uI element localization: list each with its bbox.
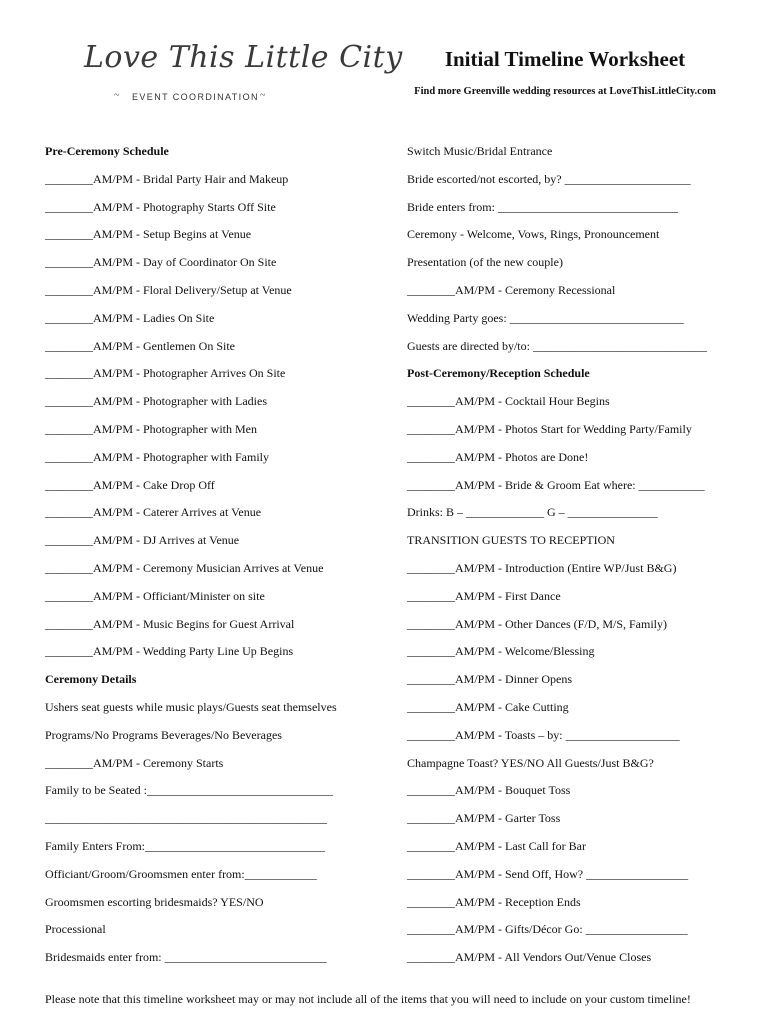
left-item: Processional <box>45 922 106 937</box>
left-item: Family to be Seated :_______________________________ <box>45 783 333 798</box>
right-item: TRANSITION GUESTS TO RECEPTION <box>407 533 615 548</box>
logo-subtext: EVENT COORDINATION <box>132 92 259 102</box>
logo-script-text: Love This Little City <box>84 40 403 75</box>
page-subtitle: Find more Greenville wedding resources at LoveThisLittleCity.com <box>414 86 716 97</box>
flourish-right-icon: ~ <box>260 90 266 101</box>
right-item: ________AM/PM - Garter Toss <box>407 811 561 826</box>
right-item: ________AM/PM - Dinner Opens <box>407 672 572 687</box>
left-item: ________AM/PM - Cake Drop Off <box>45 477 215 492</box>
left-item: ________AM/PM - Photographer with Men <box>45 421 257 436</box>
right-item: Bride escorted/not escorted, by? _____________________ <box>407 171 691 186</box>
left-item: ________AM/PM - Gentlemen On Site <box>45 338 235 353</box>
right-item: ________AM/PM - Send Off, How? _________________ <box>407 866 689 881</box>
left-item: Programs/No Programs Beverages/No Beverages <box>45 727 282 742</box>
left-item: ________AM/PM - Ceremony Starts <box>45 755 224 770</box>
right-item: Presentation (of the new couple) <box>407 255 563 270</box>
right-item: Drinks: B – _____________ G – _______________ <box>407 505 658 520</box>
left-item: ________AM/PM - Floral Delivery/Setup at Venue <box>45 282 292 297</box>
left-item: Officiant/Groom/Groomsmen enter from:____________ <box>45 866 317 881</box>
right-item: ________AM/PM - Cake Cutting <box>407 699 569 714</box>
left-item: Ushers seat guests while music plays/Guests seat themselves <box>45 699 337 714</box>
right-item: Ceremony - Welcome, Vows, Rings, Pronouncement <box>407 227 660 242</box>
left-item: ________AM/PM - Setup Begins at Venue <box>45 227 252 242</box>
right-item: ________AM/PM - Gifts/Décor Go: _________________ <box>407 922 688 937</box>
left-item: Groomsmen escorting bridesmaids? YES/NO <box>45 894 264 909</box>
right-item: ________AM/PM - Introduction (Entire WP/Just B&G) <box>407 560 677 575</box>
left-item: ________AM/PM - Photographer Arrives On Site <box>45 366 286 381</box>
left-item: ________AM/PM - Photographer with Ladies <box>45 394 267 409</box>
right-item: ________AM/PM - Bouquet Toss <box>407 783 571 798</box>
right-item: ________AM/PM - Toasts – by: ___________________ <box>407 727 680 742</box>
left-item: ________AM/PM - Music Begins for Guest Arrival <box>45 616 295 631</box>
right-item: Switch Music/Bridal Entrance <box>407 144 553 158</box>
left-section-heading: Ceremony Details <box>45 672 137 687</box>
right-item: ________AM/PM - Reception Ends <box>407 894 581 909</box>
right-item: ________AM/PM - Photos are Done! <box>407 449 589 464</box>
right-item: ________AM/PM - Last Call for Bar <box>407 838 586 853</box>
left-item: ________AM/PM - Bridal Party Hair and Makeup <box>45 171 289 186</box>
right-item: ________AM/PM - All Vendors Out/Venue Closes <box>407 950 652 965</box>
right-item: Bride enters from: ______________________________ <box>407 199 678 214</box>
footer-note: Please note that this timeline worksheet may or may not include all of the items that you will need to include on your custom timeline! <box>45 992 691 1006</box>
right-item: Champagne Toast? YES/NO All Guests/Just B&G? <box>407 755 654 770</box>
right-item: ________AM/PM - Welcome/Blessing <box>407 644 595 659</box>
logo <box>84 40 403 110</box>
left-item: ________AM/PM - Ceremony Musician Arrives at Venue <box>45 560 324 575</box>
right-section-heading: Post-Ceremony/Reception Schedule <box>407 366 590 381</box>
right-item: Wedding Party goes: _____________________________ <box>407 310 684 325</box>
left-column <box>45 143 390 977</box>
right-item: ________AM/PM - Bride & Groom Eat where: ___________ <box>407 477 705 492</box>
right-item: ________AM/PM - Cocktail Hour Begins <box>407 394 610 409</box>
left-item: ________AM/PM - Wedding Party Line Up Begins <box>45 644 294 659</box>
right-item: ________AM/PM - First Dance <box>407 588 561 603</box>
left-item: ________AM/PM - Photographer with Family <box>45 449 269 464</box>
left-item: ________AM/PM - Day of Coordinator On Site <box>45 255 277 270</box>
left-item: Bridesmaids enter from: ___________________________ <box>45 950 327 965</box>
page-title: Initial Timeline Worksheet <box>444 47 686 71</box>
right-column <box>407 143 737 977</box>
flourish-left-icon: ~ <box>114 90 120 101</box>
left-item: ________AM/PM - Officiant/Minister on site <box>45 588 265 603</box>
left-item: ________AM/PM - Caterer Arrives at Venue <box>45 505 262 520</box>
right-item: ________AM/PM - Other Dances (F/D, M/S, Family) <box>407 616 667 631</box>
left-item: Family Enters From:______________________________ <box>45 838 325 853</box>
left-item: ________AM/PM - Ladies On Site <box>45 310 215 325</box>
left-item: _______________________________________________ <box>45 811 327 826</box>
right-item: ________AM/PM - Ceremony Recessional <box>407 282 616 297</box>
left-section-heading: Pre-Ceremony Schedule <box>45 144 169 158</box>
right-item: Guests are directed by/to: _____________________________ <box>407 338 707 353</box>
right-item: ________AM/PM - Photos Start for Wedding Party/Family <box>407 421 692 436</box>
left-item: ________AM/PM - DJ Arrives at Venue <box>45 533 240 548</box>
left-item: ________AM/PM - Photography Starts Off Site <box>45 199 276 214</box>
